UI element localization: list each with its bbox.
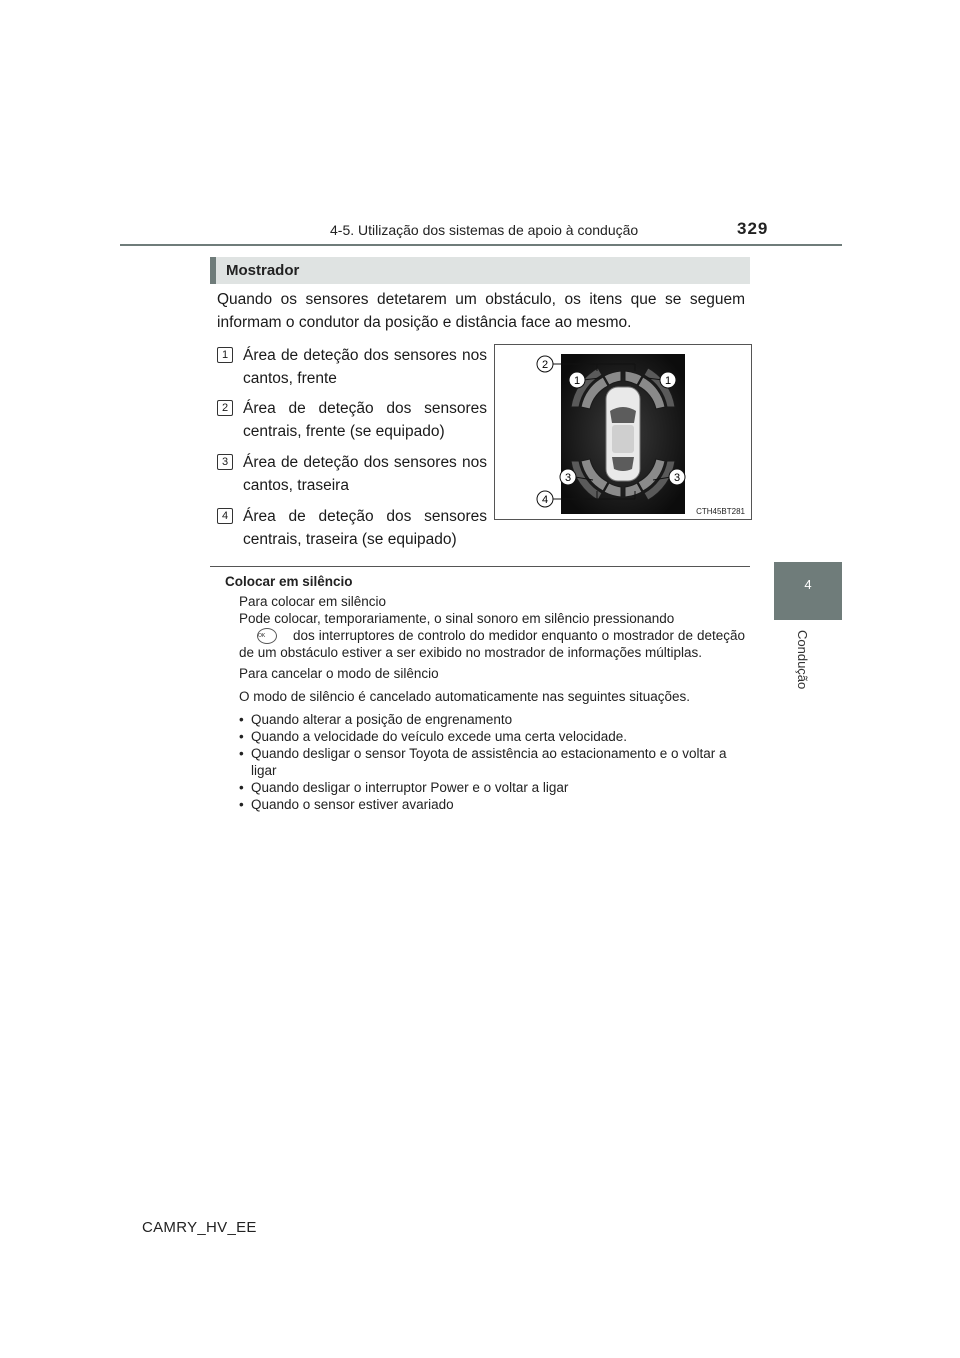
notes-heading: Colocar em silêncio xyxy=(225,574,353,589)
figure-code: CTH45BT281 xyxy=(696,507,745,516)
callout-2: 2 xyxy=(541,359,549,371)
sensor-display-figure xyxy=(494,344,752,520)
item-number: 3 xyxy=(217,454,233,470)
footer-code: CAMRY_HV_EE xyxy=(142,1219,257,1236)
item-number: 4 xyxy=(217,508,233,524)
section-title-bar xyxy=(210,257,750,284)
list-item: • Quando alterar a posição de engrenamento xyxy=(239,711,745,728)
ok-button-icon: OK xyxy=(257,628,277,644)
list-item: • Quando o sensor estiver avariado xyxy=(239,796,745,813)
sensor-display-illustration xyxy=(495,345,751,519)
section-accent xyxy=(210,257,216,284)
item-text: Área de deteção dos sensores centrais, traseira (se equipado) xyxy=(243,508,487,548)
item-text: Área de deteção dos sensores centrais, frente (se equipado) xyxy=(243,400,487,440)
chapter-number: 4 xyxy=(804,577,812,592)
page-number: 329 xyxy=(737,219,769,238)
list-item: • Quando a velocidade do veículo excede uma certa velocidade. xyxy=(239,728,745,745)
header-divider xyxy=(120,244,842,246)
notes-divider xyxy=(210,566,750,567)
callout-3-left: 3 xyxy=(564,472,572,484)
mute-paragraph xyxy=(239,610,745,661)
cancel-conditions-list xyxy=(239,711,745,813)
callout-1-left: 1 xyxy=(573,375,581,387)
callout-4: 4 xyxy=(541,494,549,506)
notes-box xyxy=(225,573,745,813)
list-item xyxy=(217,505,487,551)
car-icon xyxy=(606,387,640,481)
mute-text-before: Pode colocar, temporariamente, o sinal sonoro em silêncio pressionando xyxy=(239,611,675,626)
list-item: • Quando desligar o interruptor Power e o voltar a ligar xyxy=(239,779,745,796)
list-item xyxy=(217,344,487,390)
item-text: Área de deteção dos sensores nos cantos, traseira xyxy=(243,454,487,494)
list-item: • Quando desligar o sensor Toyota de assistência ao estacionamento e o voltar a ligar xyxy=(239,745,745,779)
list-item xyxy=(217,451,487,497)
cancel-title: Para cancelar o modo de silêncio xyxy=(239,666,439,682)
list-item xyxy=(217,397,487,443)
callout-1-right: 1 xyxy=(664,375,672,387)
section-heading: 4-5. Utilização dos sistemas de apoio à condução xyxy=(330,222,639,238)
chapter-tab xyxy=(774,562,842,620)
callout-3-right: 3 xyxy=(673,472,681,484)
item-text: Área de deteção dos sensores nos cantos, frente xyxy=(243,347,487,387)
section-title: Mostrador xyxy=(226,262,300,279)
cancel-intro: O modo de silêncio é cancelado automaticamente nas seguintes situações. xyxy=(239,689,691,705)
chapter-label: Condução xyxy=(795,630,810,690)
mute-title: Para colocar em silêncio xyxy=(239,594,387,609)
item-number: 2 xyxy=(217,400,233,416)
item-number: 1 xyxy=(217,347,233,363)
intro-paragraph: Quando os sensores detetarem um obstáculo, os itens que se seguem informam o condutor da posição e distância face ao mesmo. xyxy=(217,291,745,331)
mute-text-after: dos interruptores de controlo do medidor enquanto o mostrador de deteção de um obstáculo estiver a ser exibido no mostrador de informações múltiplas. xyxy=(239,628,745,661)
